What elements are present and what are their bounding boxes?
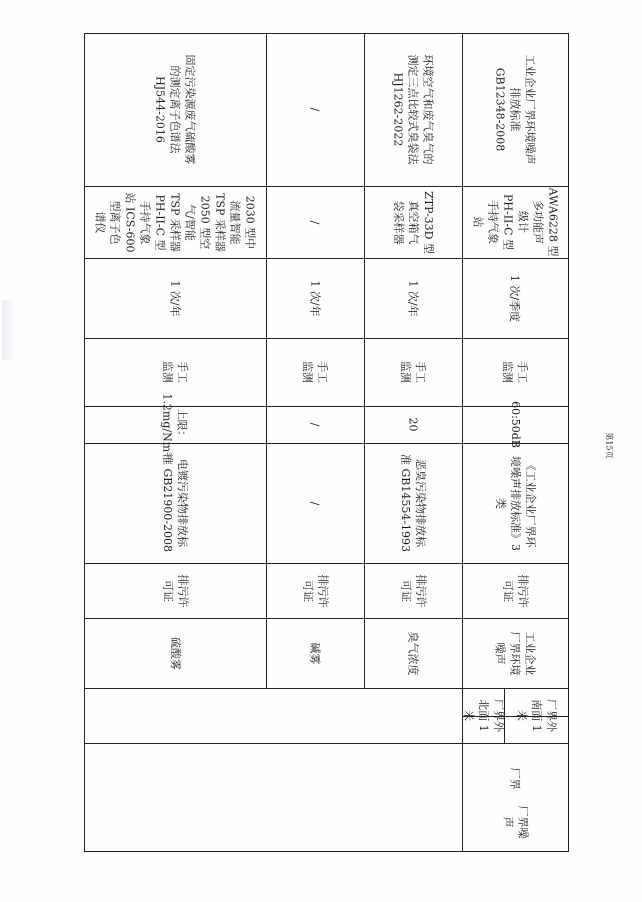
- location-label-text: [508, 767, 523, 789]
- cell-basis-line: 可证: [301, 579, 314, 602]
- point-north-text: [461, 699, 506, 732]
- cell-method: [266, 33, 364, 186]
- cell-method-line: HJ544-2016: [153, 76, 167, 143]
- cell-monitoring-mode: [364, 338, 462, 406]
- monitoring-table: [84, 33, 568, 851]
- cell-monitoring-mode-line: 监测: [501, 361, 514, 383]
- cell-frequency: [266, 258, 364, 338]
- cell-frequency-text: [307, 280, 322, 316]
- cell-standard: [462, 443, 568, 563]
- cell-pollutant-line: 臭气浓度: [406, 631, 420, 675]
- cell-basis-line: 可证: [399, 579, 412, 602]
- category-label-line: 声: [501, 816, 514, 828]
- cell-limit-line: 1.2mg/Nm³: [160, 392, 174, 457]
- cell-method-line: HJ1262-2022: [391, 72, 405, 147]
- cell-method: [84, 33, 266, 186]
- cell-monitoring-mode-text: [398, 361, 428, 383]
- category-label: [462, 793, 568, 851]
- cell-frequency-line: 1 次/年: [168, 279, 182, 317]
- cell-instrument-line: 多功能声: [530, 199, 544, 244]
- cell-limit-line: 60:50dB: [508, 401, 522, 448]
- cell-instrument-line: PH-II-C 型: [500, 193, 514, 251]
- cell-standard-line: 恶臭污染物排放标: [414, 458, 428, 547]
- table-border-bottom: [84, 851, 568, 852]
- cell-monitoring-mode-line: 手工: [176, 361, 189, 383]
- cell-limit: [266, 406, 364, 443]
- cell-method-line: 测定三点比较式臭袋法: [406, 54, 420, 165]
- cell-monitoring-mode: [266, 338, 364, 406]
- cell-basis-line: 可证: [161, 579, 174, 602]
- cell-instrument-line: TSP 采样器: [213, 192, 227, 252]
- cell-frequency-line: 1 次/季度: [508, 274, 522, 322]
- cell-instrument-line: 真空箱气: [406, 200, 420, 244]
- cell-instrument-line: 手持气象: [138, 199, 152, 244]
- cell-method: [364, 33, 462, 186]
- point-south-line: 厂界外: [544, 699, 558, 732]
- scan-artifact: [2, 300, 16, 360]
- cell-instrument: [462, 186, 568, 258]
- cell-monitoring-mode-line: 手工: [316, 361, 329, 383]
- cell-pollutant-text: [493, 631, 538, 675]
- cell-standard-text: [160, 454, 190, 552]
- cell-monitoring-mode-line: 监测: [399, 361, 412, 383]
- cell-instrument-text: [92, 192, 257, 252]
- cell-instrument-line: 袋采样器: [391, 200, 405, 244]
- cell-standard-line: 准 GB14554-1993: [399, 453, 413, 553]
- cell-method: [462, 33, 568, 186]
- cell-frequency: [462, 258, 568, 338]
- cell-standard-text: [398, 454, 428, 552]
- cell-standard: [364, 443, 462, 563]
- cell-basis-line: 排污许: [176, 574, 189, 607]
- location-label-line: 厂界: [508, 767, 522, 789]
- cell-instrument-line: ZTP-33D 型: [421, 190, 435, 254]
- cell-instrument-line: PH-II-C 型: [153, 193, 167, 251]
- cell-standard-text: [493, 456, 538, 551]
- cell-pollutant-line: 厂界环境: [508, 631, 522, 675]
- cell-pollutant: [364, 618, 462, 688]
- cell-monitoring-mode-line: 手工: [516, 361, 529, 383]
- cell-limit: [364, 406, 462, 443]
- table-border-right: [568, 33, 569, 852]
- cell-standard: [84, 443, 266, 563]
- cell-limit-text: [406, 418, 421, 432]
- cell-instrument-line: TSP 采样器: [168, 192, 182, 252]
- cell-basis-line: 排污许: [516, 574, 529, 607]
- cell-instrument-line: 站 ICS-600: [123, 192, 137, 252]
- cell-basis-line: 排污许: [414, 574, 427, 607]
- cell-basis: [364, 563, 462, 618]
- cell-method-line: 工业企业厂界环境噪声: [523, 54, 537, 165]
- cell-method-text: [308, 108, 323, 112]
- cell-basis-line: 可证: [501, 579, 514, 602]
- point-south-line: 米: [514, 710, 528, 721]
- category-label-line: 厂界噪: [516, 805, 529, 839]
- cell-monitoring-mode-line: 手工: [414, 361, 427, 383]
- cell-limit: [84, 392, 266, 457]
- cell-limit-line: 20: [406, 417, 420, 432]
- category-label-text: [500, 806, 530, 839]
- cell-standard-line: 准 GB21900-2008: [160, 453, 174, 553]
- cell-pollutant-line: 碱雾: [308, 642, 322, 664]
- cell-pollutant-text: [308, 642, 323, 664]
- cell-instrument-line: 气/智能: [183, 203, 197, 241]
- cell-instrument-line: 站: [470, 216, 484, 228]
- cell-instrument-text: [308, 220, 323, 224]
- cell-standard-line: 《工业企业厂界环: [523, 459, 537, 547]
- point-south: [504, 688, 568, 743]
- cell-monitoring-mode-text: [160, 361, 190, 383]
- cell-monitoring-mode: [462, 338, 568, 406]
- cell-standard: [266, 443, 364, 563]
- cell-basis-text: [398, 574, 428, 607]
- cell-frequency: [364, 258, 462, 338]
- cell-limit: [462, 401, 568, 448]
- cell-instrument-line: 型离子色: [108, 199, 122, 244]
- cell-basis: [84, 563, 266, 618]
- cell-method-text: [493, 55, 538, 165]
- cell-standard-line: 电镀污染物排放标: [175, 458, 189, 547]
- cell-frequency-text: [507, 274, 522, 321]
- cell-pollutant: [266, 618, 364, 688]
- cell-instrument-line: /: [308, 220, 322, 224]
- cell-method-line: 固定污染源废气硫酸雾: [183, 54, 197, 165]
- cell-limit-text: [308, 423, 323, 427]
- cell-basis-text: [500, 574, 530, 607]
- cell-pollutant-line: 硫酸雾: [168, 636, 182, 670]
- cell-standard-line: 境噪声排放标准》3: [508, 455, 522, 551]
- cell-instrument-line: 级计: [515, 210, 529, 233]
- cell-basis: [462, 563, 568, 618]
- cell-method-text: [391, 55, 436, 165]
- point-north-line: 厂界外: [491, 699, 505, 732]
- cell-method-line: 环境空气和废气臭气的: [421, 54, 435, 165]
- cell-pollutant-text: [406, 631, 421, 675]
- cell-monitoring-mode-text: [300, 361, 330, 383]
- cell-instrument-line: 2050 型空: [198, 195, 212, 249]
- cell-basis: [266, 563, 364, 618]
- cell-monitoring-mode-line: 监测: [301, 361, 314, 383]
- cell-basis-text: [160, 574, 190, 607]
- cell-instrument: [364, 186, 462, 258]
- cell-instrument-line: 谱仪: [93, 210, 107, 233]
- cell-method-line: GB12348-2008: [493, 67, 507, 152]
- cell-pollutant-line: 工业企业: [523, 631, 537, 675]
- cell-method-line: 排放标准: [508, 87, 522, 132]
- point-south-text: [514, 699, 559, 732]
- point-north-line: 米: [461, 710, 475, 721]
- cell-instrument-line: 2030 型中: [243, 195, 257, 249]
- cell-instrument: [266, 186, 364, 258]
- cell-instrument-line: 手持气象: [485, 199, 499, 244]
- cell-limit-line: /: [308, 422, 322, 427]
- cell-method-line: /: [308, 107, 322, 112]
- cell-pollutant: [462, 618, 568, 688]
- point-north-line: 北面 1: [476, 699, 490, 732]
- cell-basis-text: [300, 574, 330, 607]
- page-number: 第15页: [604, 432, 614, 459]
- cell-standard-text: [308, 501, 323, 505]
- cell-limit-line: 上限：: [175, 407, 189, 441]
- cell-pollutant: [84, 618, 266, 688]
- cell-frequency-text: [167, 280, 182, 316]
- cell-frequency: [84, 258, 266, 338]
- cell-frequency-line: 1 次/年: [308, 279, 322, 317]
- cell-basis-line: 排污许: [316, 574, 329, 607]
- cell-frequency-line: 1 次/年: [406, 279, 420, 317]
- cell-instrument-line: 流量智能: [228, 199, 242, 244]
- cell-method-text: [153, 55, 198, 165]
- cell-frequency-text: [405, 280, 420, 316]
- cell-standard-line: /: [308, 501, 322, 505]
- cell-method-line: 的测定离子色谱法: [168, 65, 182, 154]
- cell-instrument-text: [391, 191, 436, 254]
- point-south-line: 南面 1: [529, 699, 543, 732]
- point-north: [462, 688, 504, 743]
- cell-standard-line: 类: [493, 497, 507, 509]
- cell-pollutant-text: [168, 637, 183, 670]
- cell-instrument-text: [470, 188, 560, 257]
- cell-monitoring-mode-line: 监测: [161, 361, 174, 383]
- cell-pollutant-line: 噪声: [493, 642, 507, 664]
- cell-limit-text: [507, 401, 522, 448]
- cell-monitoring-mode-text: [500, 361, 530, 383]
- cell-instrument-line: AWA6228 型: [545, 187, 559, 257]
- cell-instrument: [84, 186, 266, 258]
